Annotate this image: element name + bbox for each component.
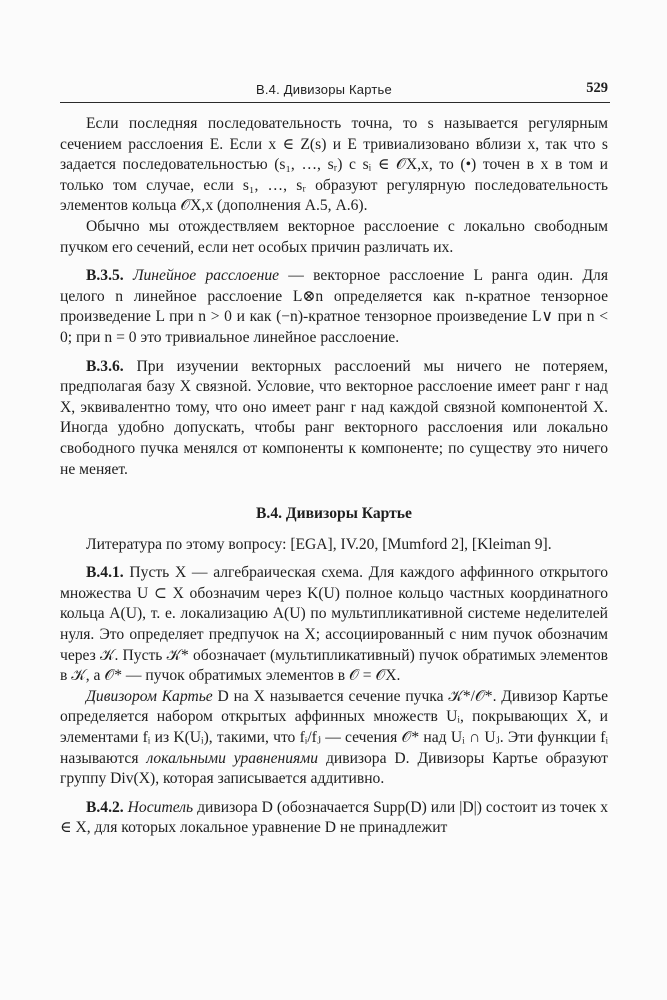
- section-heading: В.4. Дивизоры Картье: [256, 505, 412, 523]
- text-b36: При изучении векторных расслоений мы ничего не потеряем, предполагая базу X связной. Условие, что векторное расслоение имеет ранг r над X, эквивалентно тому, что оно имеет ранг r над каждой связной компонентой X. Иногда удобно допускать, чтобы ранг векторного расслоения или локально свободного пучка менялся от компоненты к компоненте; по существу это ничего не меняет.: [60, 357, 608, 478]
- paragraph-identification: Обычно мы отождествляем векторное расслоение с локально свободным пучком его сечений, если нет особых причин различать их.: [60, 217, 608, 256]
- page-body: [60, 114, 608, 839]
- running-title: В.4. Дивизоры Картье: [256, 82, 392, 97]
- running-head: [60, 78, 610, 103]
- paragraph-b41: [60, 563, 608, 687]
- text-b41: Пусть X — алгебраическая схема. Для каждого аффинного открытого множества U ⊂ X обозначим через K(U) полное кольцо частных координатного кольца A(U), т. е. локализацию A(U) по мультипликативной системе неделителей нуля. Это определяет предпучок на X; ассоциированный с ним пучок обозначим через 𝒦. Пусть 𝒦* обозначает (мультипликативный) пучок обратимых элементов в 𝒦, а 𝒪* — пучок обратимых элементов в 𝒪 = 𝒪X.: [60, 564, 608, 685]
- item-label-b35: В.3.5.: [86, 267, 124, 285]
- paragraph-literature: Литература по этому вопросу: [EGA], IV.20, [Mumford 2], [Kleiman 9].: [86, 535, 552, 553]
- term-line-bundle: Линейное расслоение: [132, 267, 280, 285]
- item-label-b42: В.4.2.: [86, 798, 124, 816]
- page-number: 529: [586, 80, 608, 96]
- text-b42: дивизора D (обозначается Supp(D) или |D|) состоит из точек x ∈ X, для которых локальное уравнение D не принадлежит: [60, 798, 608, 837]
- item-label-b41: В.4.1.: [86, 564, 124, 582]
- item-label-b36: В.3.6.: [86, 357, 124, 375]
- text-b35: — векторное расслоение L ранга один. Для целого n линейное расслоение L⊗n определяется как n-кратное тензорное произведение L при n > 0 и как (−n)-кратное тензорное произведение L∨ при n < 0; при n = 0 это тривиальное линейное расслоение.: [60, 267, 608, 346]
- paragraph-b36: [60, 357, 608, 481]
- paragraph-regular-section: Если последняя последовательность точна, то s называется регулярным сечением расслоения E. Если x ∈ Z(s) и E тривиализовано вблизи x, так что s задается последовательностью (s₁, …, sᵣ) с sᵢ ∈ 𝒪X,x, то (•) точен в x в том и только том случае, если s₁, …, sᵣ образуют регулярную последовательность элементов кольца 𝒪X,x (дополнения А.5, А.6).: [60, 115, 608, 215]
- term-cartier-divisor: Дивизором Картье: [86, 687, 213, 705]
- term-support: Носитель: [127, 798, 194, 816]
- term-local-equations: локальными уравнениями: [146, 749, 319, 767]
- paragraph-cartier-divisor: [60, 687, 608, 790]
- paragraph-b42: [60, 798, 608, 839]
- text-divisor-1: D на X называется сечение пучка 𝒦*/𝒪*. Дивизор Картье определяется набором открытых аффинных множеств Uᵢ, покрывающих X, и элементами fᵢ из K(Uᵢ), такими, что fᵢ/fⱼ — сечения 𝒪* над Uᵢ ∩ Uⱼ. Эти функции fᵢ называются: [60, 687, 608, 767]
- text-divisor-2: дивизора D. Дивизоры Картье образуют группу Div(X), которая записывается аддитивно.: [60, 749, 608, 788]
- paragraph-b35: [60, 266, 608, 348]
